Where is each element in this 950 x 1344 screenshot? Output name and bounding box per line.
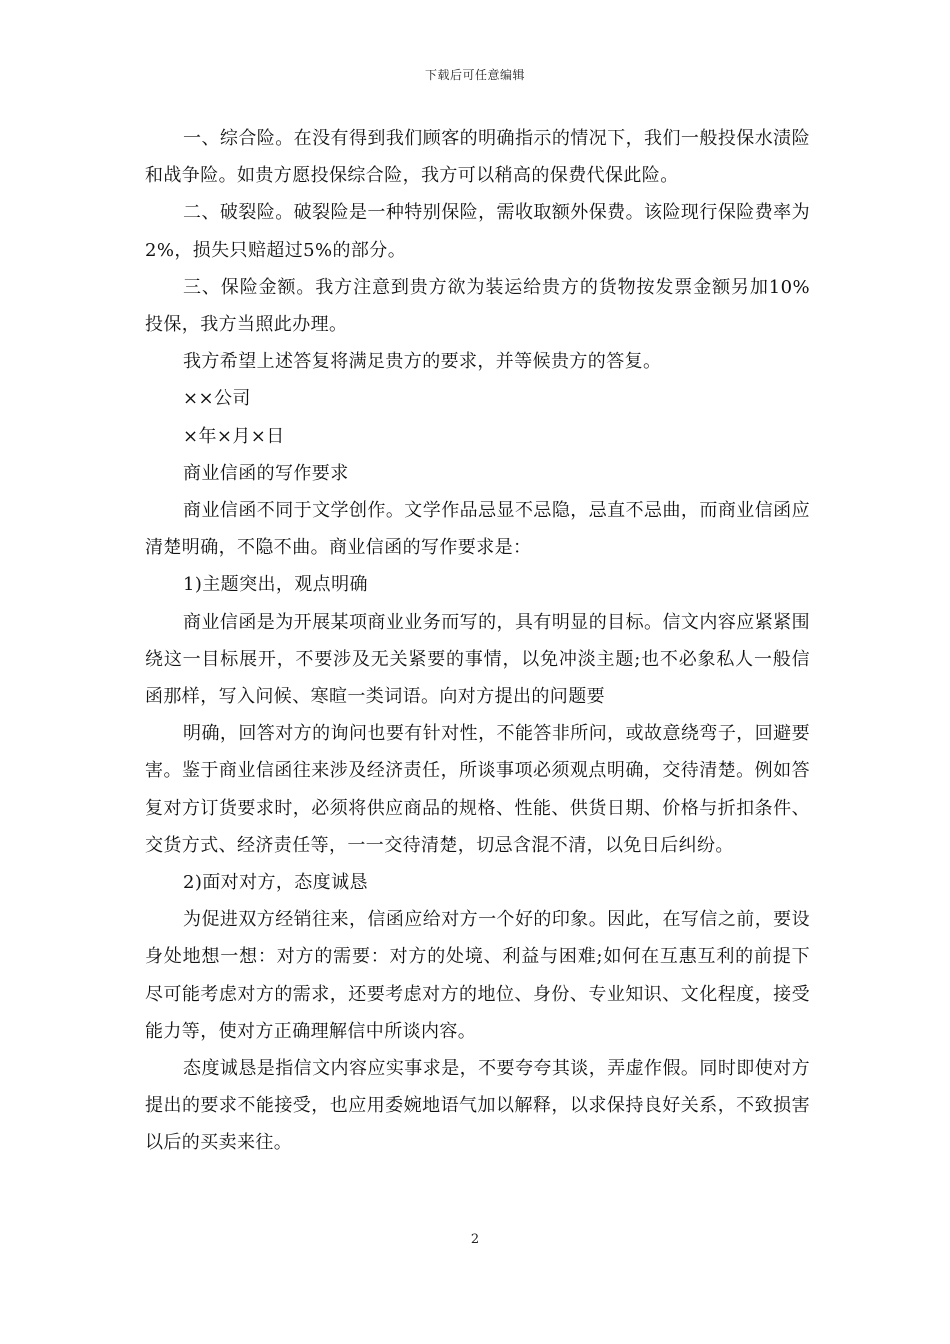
document-body xyxy=(145,120,810,1162)
paragraph-sincerity: 态度诚恳是指信文内容应实事求是，不要夸夸其谈，弄虚作假。同时即使对方提出的要求不能接受，也应用委婉地语气加以解释，以求保持良好关系，不致损害以后的买卖来往。 xyxy=(145,1058,810,1154)
paragraph-theme: 商业信函是为开展某项商业业务而写的，具有明显的目标。信文内容应紧紧围绕这一目标展开，不要涉及无关紧要的事情，以免冲淡主题;也不必象私人一般信函那样，写入问候、寒暄一类词语。向对方提出的问题要 xyxy=(145,611,810,708)
paragraph-insured-amount: 三、保险金额。我方注意到贵方欲为装运给贵方的货物按发票金额另加10%投保，我方当照此办理。 xyxy=(145,276,810,336)
signature-company: ××公司 xyxy=(183,388,251,410)
subheading-1: 1)主题突出，观点明确 xyxy=(183,574,368,596)
paragraph-intro: 商业信函不同于文学创作。文学作品忌显不忌隐，忌直不忌曲，而商业信函应清楚明确，不隐不曲。商业信函的写作要求是： xyxy=(145,500,810,559)
page-header: 下载后可任意编辑 xyxy=(424,68,525,82)
section-heading: 商业信函的写作要求 xyxy=(183,462,349,484)
paragraph-clarity: 明确，回答对方的询问也要有针对性，不能答非所问，或故意绕弯子，回避要害。鉴于商业信函往来涉及经济责任，所谈事项必须观点明确，交待清楚。例如答复对方订货要求时，必须将供应商品的规格、性能、供货日期、价格与折扣条件、交货方式、经济责任等，一一交待清楚，切忌含混不清，以免日后纠纷。 xyxy=(145,723,810,856)
paragraph-breakage-insurance: 二、破裂险。破裂险是一种特别保险，需收取额外保费。该险现行保险费率为2%，损失只赔超过5%的部分。 xyxy=(145,202,810,261)
paragraph-impression: 为促进双方经销往来，信函应给对方一个好的印象。因此，在写信之前，要设身处地想一想：对方的需要：对方的处境、利益与困难;如何在互惠互利的前提下尽可能考虑对方的需求，还要考虑对方的地位、身份、专业知识、文化程度，接受能力等，使对方正确理解信中所谈内容。 xyxy=(145,909,810,1042)
signature-date: ×年×月×日 xyxy=(183,425,285,447)
paragraph-closing: 我方希望上述答复将满足贵方的要求，并等候贵方的答复。 xyxy=(183,351,662,373)
subheading-2: 2)面对对方，态度诚恳 xyxy=(183,872,368,894)
paragraph-comprehensive-insurance: 一、综合险。在没有得到我们顾客的明确指示的情况下，我们一般投保水渍险和战争险。如贵方愿投保综合险，我方可以稍高的保费代保此险。 xyxy=(145,128,810,187)
page-number: 2 xyxy=(470,1232,480,1247)
